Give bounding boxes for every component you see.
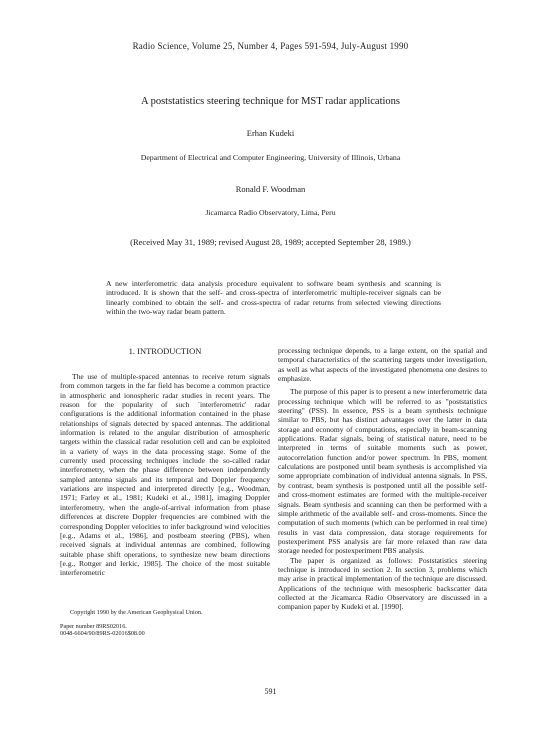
right-column <box>278 346 487 612</box>
paper-number: Paper number 89RS02016. <box>60 622 127 630</box>
received-dates: (Received May 31, 1989; revised August 28, 1989; accepted September 28, 1989.) <box>130 237 411 247</box>
issn-code: 0048-6604/90/89RS-02016$08.00 <box>60 630 145 638</box>
author-kudeki: Erhan Kudeki <box>246 128 295 138</box>
abstract: A new interferometric data analysis procedure equivalent to software beam synthesis and scanning is introduced. It is shown that the self- and cross-spectra of interferometric multiple-receiver signals can be linearly combined to obtain the self- and cross-spectra of radar returns from selected viewing directions within the two-way radar beam pattern. <box>106 279 441 316</box>
paper-title: A poststatistics steering technique for MST radar applications <box>140 96 401 107</box>
intro-paragraph-1: The use of multiple-spaced antennas to receive return signals from common targets in the far field has become a common practice in atmospheric and ionospheric radar studies in recent years. The reason for the popularity of such `interferometric' radar configurations is the additional information contained in the phase relationships of signals detected by spaced antennas. The additional information is related to the angular distribution of atmospheric targets within the classical radar resolution cell and can be exploited in a variety of ways in the data processing stage. Some of the currently used processing techniques include the so-called radar interferometry, when the phase difference between independently sampled antenna signals and its temporal and Doppler frequency variations are inspected and interpreted directly [e.g., Woodman, 1971; Farley et al., 1981; Kudeki et al., 1981], imaging Doppler interferometry, when the angle-of-arrival information from phase differences at discrete Doppler frequencies are combined with the corresponding Doppler velocities to infer background wind velocities [e.g., Adams et al., 1986], and postbeam steering (PBS), when received signals at individual antennas are combined, following suitable phase shift operations, to synthesize new beam directions [e.g., Rottger and Ierkic, 1985]. The choice of the most suitable interferometric <box>60 372 270 578</box>
footnote <box>60 609 270 638</box>
affiliation-jicamarca: Jicamarca Radio Observatory, Lima, Peru <box>205 208 336 217</box>
author-woodman: Ronald F. Woodman <box>235 184 306 194</box>
intro-paragraph-1-continued: processing technique depends, to a large extent, on the spatial and temporal characteristics of the scattering targets under investigation, as well as what aspects of the investigated phenomena one desires to emphasize. <box>278 346 487 384</box>
section-heading-introduction: 1. INTRODUCTION <box>128 346 202 356</box>
left-column <box>60 372 270 578</box>
journal-header: Radio Science, Volume 25, Number 4, Pages 591-594, July-August 1990 <box>132 41 409 51</box>
copyright-notice: Copyright 1990 by the American Geophysical Union. <box>70 609 203 616</box>
intro-paragraph-3: The paper is organized as follows: Poststatistics steering technique is introduced in section 2. In section 3, problems which may arise in practical implementation of the technique are discussed. Applications of the technique with mesospheric backscatter data collected at the Jicamarca Radio Observatory are discussed in a companion paper by Kudeki et al. [1990]. <box>278 555 487 612</box>
intro-paragraph-2: The purpose of this paper is to present a new interferometric data processing technique which will be referred to as "poststatistics steering" (PSS). In essence, PSS is a beam synthesis technique similar to PBS, but has distinct advantages over the latter in data storage and economy of computations, especially in beam-scanning applications. Radar signals, being of statistical nature, need to be interpreted in terms of suitable moments such as power, autocorrelation function and/or power spectrum. In PBS, moment calculations are postponed until beam synthesis is accomplished via some appropriate combination of individual antenna signals. In PSS, by contrast, beam synthesis is postponed until all the possible self- and cross-moment estimates are formed with the multiple-receiver signals. Beam synthesis and scanning can then be performed with a simple arithmetic of the available self- and cross-moments. Since the computation of such moments (which can be performed in real time) results in vast data compression, data storage requirements for postexperiment PSS analysis are far more relaxed than raw data storage needed for postexperiment PBS analysis. <box>278 387 487 556</box>
affiliation-illinois: Department of Electrical and Computer Engineering, University of Illinois, Urbana <box>140 153 401 162</box>
page-number: 591 <box>264 687 277 696</box>
